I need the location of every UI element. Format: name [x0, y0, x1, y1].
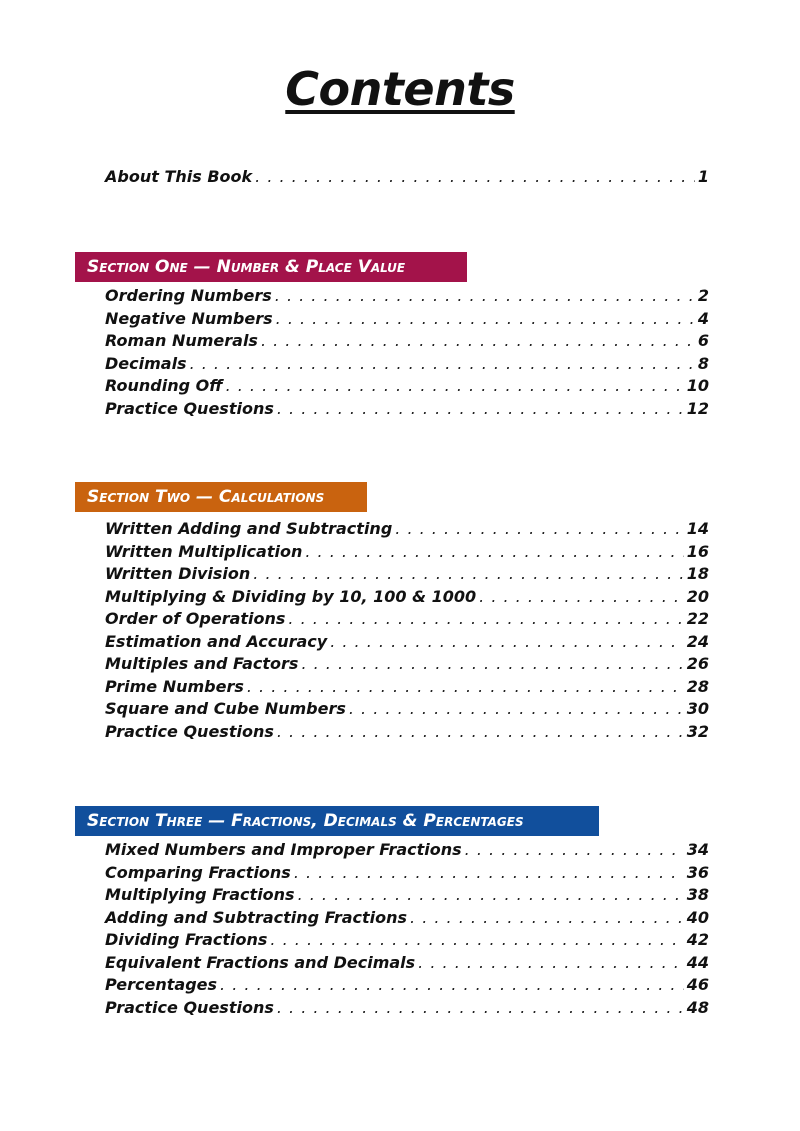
toc-entry-about[interactable] [105, 166, 709, 188]
leader-dots [301, 653, 683, 675]
leader-dots [275, 285, 695, 307]
leader-dots [294, 862, 684, 884]
toc-entry[interactable] [105, 974, 709, 996]
toc-entry[interactable] [105, 308, 709, 330]
toc-entry-label: Practice Questions [105, 722, 274, 741]
toc-entry-page: 42 [686, 930, 709, 949]
toc-entry-label: Decimals [105, 354, 187, 373]
leader-dots [261, 330, 695, 352]
toc-entry-label: Equivalent Fractions and Decimals [105, 953, 416, 972]
leader-dots [277, 721, 684, 743]
toc-entry[interactable] [105, 952, 709, 974]
toc-entry[interactable] [105, 839, 709, 861]
leader-dots [255, 166, 695, 188]
toc-entry-page: 34 [686, 840, 709, 859]
toc-entry-label: Dividing Fractions [105, 930, 268, 949]
section-one-header: Section One — Number & Place Value [75, 252, 467, 282]
toc-entry-label: Mixed Numbers and Improper Fractions [105, 840, 462, 859]
toc-entry-label: Practice Questions [105, 399, 274, 418]
toc-entry-page: 20 [686, 587, 709, 606]
toc-entry-label: Prime Numbers [105, 677, 244, 696]
leader-dots [253, 563, 683, 585]
leader-dots [410, 907, 684, 929]
toc-entry[interactable] [105, 653, 709, 675]
toc-entry-page: 32 [686, 722, 709, 741]
section-three-header: Section Three — Fractions, Decimals & Percentages [75, 806, 599, 836]
toc-entry-page: 24 [686, 632, 709, 651]
toc-entry-label: About This Book [105, 167, 253, 186]
toc-entry-label: Square and Cube Numbers [105, 699, 346, 718]
toc-entry-page: 8 [697, 354, 709, 373]
toc-entry-label: Roman Numerals [105, 331, 258, 350]
toc-entry-label: Written Multiplication [105, 542, 303, 561]
leader-dots [220, 974, 684, 996]
page-title: Contents [285, 62, 515, 116]
toc-entry-page: 18 [686, 564, 709, 583]
toc-entry-page: 44 [686, 953, 709, 972]
leader-dots [305, 541, 683, 563]
leader-dots [418, 952, 684, 974]
toc-entry-page: 22 [686, 609, 709, 628]
toc-entry[interactable] [105, 398, 709, 420]
toc-entry-label: Rounding Off [105, 376, 223, 395]
toc-entry-label: Written Division [105, 564, 251, 583]
toc-entry-page: 48 [686, 998, 709, 1017]
toc-entry[interactable] [105, 631, 709, 653]
toc-entry[interactable] [105, 884, 709, 906]
toc-entry[interactable] [105, 285, 709, 307]
toc-entry-page: 1 [697, 167, 709, 186]
toc-entry-page: 30 [686, 699, 709, 718]
toc-entry[interactable] [105, 541, 709, 563]
leader-dots [395, 518, 683, 540]
toc-entry[interactable] [105, 330, 709, 352]
toc-entry-label: Percentages [105, 975, 218, 994]
toc-entry[interactable] [105, 518, 709, 540]
toc-entry-label: Multiplying Fractions [105, 885, 295, 904]
toc-entry[interactable] [105, 353, 709, 375]
leader-dots [349, 698, 684, 720]
section-two-header: Section Two — Calculations [75, 482, 367, 512]
leader-dots [479, 586, 684, 608]
leader-dots [226, 375, 684, 397]
toc-entry-page: 16 [686, 542, 709, 561]
leader-dots [465, 839, 684, 861]
toc-entry[interactable] [105, 929, 709, 951]
toc-entry-label: Comparing Fractions [105, 863, 291, 882]
toc-entry-page: 28 [686, 677, 709, 696]
toc-entry-page: 14 [686, 519, 709, 538]
toc-entry-page: 10 [686, 376, 709, 395]
toc-entry[interactable] [105, 586, 709, 608]
toc-entry-page: 6 [697, 331, 709, 350]
toc-entry-label: Negative Numbers [105, 309, 273, 328]
toc-entry[interactable] [105, 698, 709, 720]
toc-entry-page: 46 [686, 975, 709, 994]
toc-entry-label: Practice Questions [105, 998, 274, 1017]
toc-entry-page: 12 [686, 399, 709, 418]
toc-entry-label: Multiples and Factors [105, 654, 299, 673]
toc-entry[interactable] [105, 375, 709, 397]
toc-entry-page: 26 [686, 654, 709, 673]
leader-dots [288, 608, 683, 630]
toc-entry[interactable] [105, 721, 709, 743]
leader-dots [190, 353, 695, 375]
leader-dots [270, 929, 683, 951]
toc-entry[interactable] [105, 907, 709, 929]
toc-entry-page: 40 [686, 908, 709, 927]
toc-entry-label: Estimation and Accuracy [105, 632, 328, 651]
leader-dots [277, 398, 684, 420]
toc-entry-label: Adding and Subtracting Fractions [105, 908, 408, 927]
leader-dots [247, 676, 684, 698]
toc-entry-page: 38 [686, 885, 709, 904]
leader-dots [277, 997, 684, 1019]
toc-entry-label: Ordering Numbers [105, 286, 272, 305]
leader-dots [298, 884, 684, 906]
toc-entry-label: Order of Operations [105, 609, 286, 628]
leader-dots [330, 631, 684, 653]
toc-entry-label: Written Adding and Subtracting [105, 519, 393, 538]
toc-entry-page: 36 [686, 863, 709, 882]
toc-entry[interactable] [105, 862, 709, 884]
leader-dots [276, 308, 695, 330]
toc-entry[interactable] [105, 563, 709, 585]
toc-entry-page: 4 [697, 309, 709, 328]
toc-entry-page: 2 [697, 286, 709, 305]
toc-entry[interactable] [105, 997, 709, 1019]
toc-entry[interactable] [105, 676, 709, 698]
toc-entry-label: Multiplying & Dividing by 10, 100 & 1000 [105, 587, 477, 606]
toc-entry[interactable] [105, 608, 709, 630]
